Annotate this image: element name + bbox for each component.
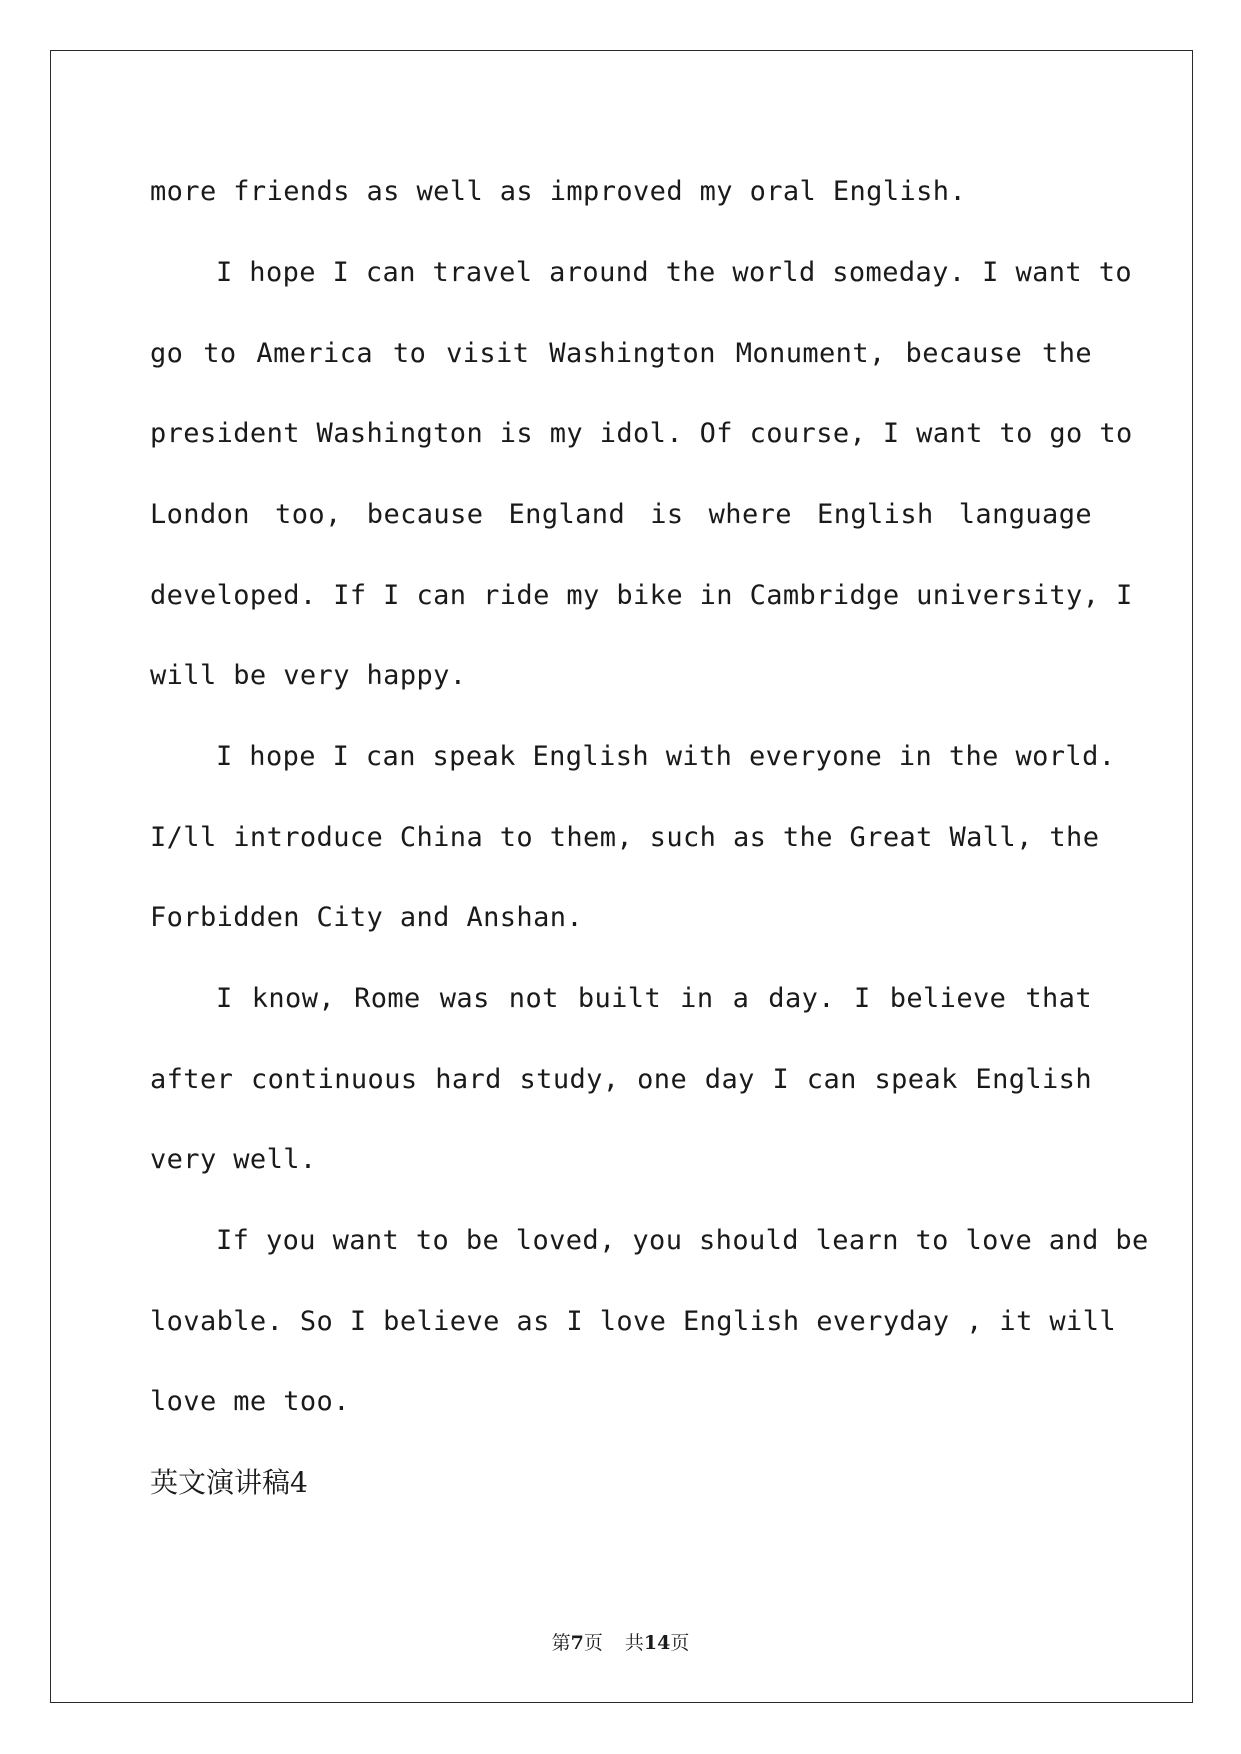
body-line-8: I hope I can speak English with everyone in the world. <box>216 741 1116 772</box>
body-line-15: lovable. So I believe as I love English everyday , it will <box>150 1306 1117 1337</box>
footer-page-current: 7 <box>570 1632 584 1654</box>
body-line-2: I hope I can travel around the world someday. I want to <box>216 257 1133 288</box>
footer-page-prefix: 第 <box>551 1632 571 1654</box>
body-line-5: London too, because England is where English language <box>150 499 1092 530</box>
body-line-7: will be very happy. <box>150 660 467 691</box>
footer-page-total: 14 <box>643 1632 671 1654</box>
body-line-14: If you want to be loved, you should learn to love and be <box>216 1225 1149 1256</box>
section-heading: 英文演讲稿4 <box>150 1466 308 1499</box>
body-line-4: president Washington is my idol. Of course, I want to go to <box>150 418 1133 449</box>
body-line-16: love me too. <box>150 1386 350 1417</box>
body-line-13: very well. <box>150 1144 317 1175</box>
footer-page-suffix: 页 <box>583 1632 603 1654</box>
footer-total-suffix: 页 <box>670 1632 690 1654</box>
body-line-10: Forbidden City and Anshan. <box>150 902 584 933</box>
footer-total-prefix: 共 <box>624 1632 644 1654</box>
page-footer <box>0 1628 1241 1655</box>
page-border <box>50 50 1193 1703</box>
body-line-1: more friends as well as improved my oral English. <box>150 176 967 207</box>
body-line-6: developed. If I can ride my bike in Cambridge university, I <box>150 580 1133 611</box>
body-line-12: after continuous hard study, one day I can speak English <box>150 1064 1092 1095</box>
body-line-9: I/ll introduce China to them, such as the Great Wall, the <box>150 822 1100 853</box>
body-line-11: I know, Rome was not built in a day. I believe that <box>216 983 1092 1014</box>
body-line-3: go to America to visit Washington Monument, because the <box>150 338 1092 369</box>
